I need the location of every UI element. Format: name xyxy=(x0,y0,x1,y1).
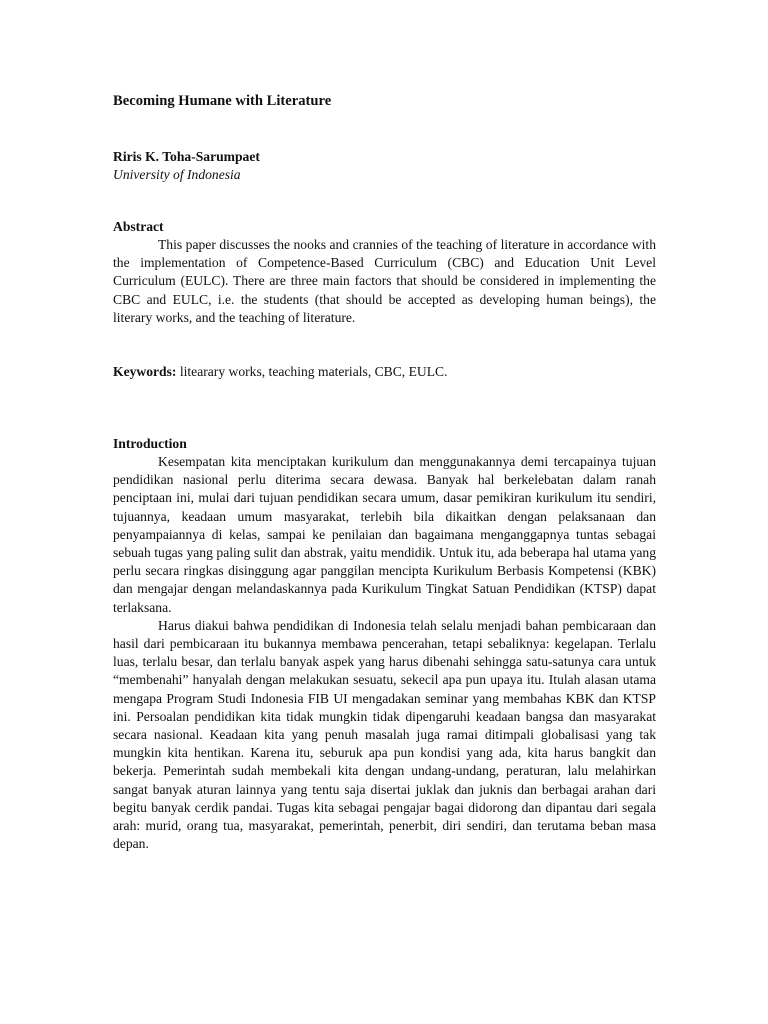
keywords-line xyxy=(113,363,656,381)
keywords-text: litearary works, teaching materials, CBC, EULC. xyxy=(179,364,448,380)
paper-title: Becoming Humane with Literature xyxy=(113,93,332,109)
author-name: Riris K. Toha-Sarumpaet xyxy=(113,149,260,164)
introduction-heading: Introduction xyxy=(113,436,187,452)
keywords-label: Keywords: xyxy=(113,364,177,380)
author-affiliation: University of Indonesia xyxy=(113,167,241,182)
introduction-paragraph-1: Kesempatan kita menciptakan kurikulum dan menggunakannya demi tercapainya tujuan pendidikan nasional perlu diterima secara dewasa. Banyak hal berkelebatan dalam ranah penciptaan ini, mulai dari tujuan pendidikan secara umum, dasar pemikiran kurikulum itu sendiri, tujuannya, keadaan umum masyarakat, terlebih bila dikaitkan dengan pelaksanaan dan penyampaiannya di kelas, sampai ke penilaian dan bagaimana menganggapnya tuntas sebagai sebuah tugas yang paling sulit dan abstrak, yaitu mendidik. Untuk itu, ada beberapa hal utama yang perlu secara ringkas disinggung agar panggilan mencipta Kurikulum Berbasis Kompetensi (KBK) dan mengajar dengan melandaskannya pada Kurikulum Tingkat Satuan Pendidikan (KTSP) dapat terlaksana. xyxy=(113,454,656,615)
page-content xyxy=(113,92,656,853)
abstract-heading: Abstract xyxy=(113,219,164,234)
abstract-text: This paper discusses the nooks and crannies of the teaching of literature in accordance with the implementation of Competence-Based Curriculum (CBC) and Education Unit Level Curriculum (EULC). There are three main factors that should be considered in implementing the CBC and EULC, i.e. the students (that should be accepted as developing human beings), the literary works, and the teaching of literature. xyxy=(113,237,656,325)
introduction-paragraph-2: Harus diakui bahwa pendidikan di Indonesia telah selalu menjadi bahan pembicaraan dan hasil dari pembicaraan itu bukannya membawa pencerahan, tetapi sebaliknya: kegelapan. Terlalu luas, terlalu besar, dan terlalu banyak aspek yang harus dibenahi sehingga satu-satunya cara untuk “membenahi” hanyalah dengan melakukan sesuatu, sekecil apa pun upaya itu. Itulah alasan utama mengapa Program Studi Indonesia FIB UI mengadakan seminar yang membahas KBK dan KTSP ini. Persoalan pendidikan kita tidak mungkin tidak dipengaruhi keadaan bangsa dan masyarakat secara nasional. Keadaan kita yang penuh masalah juga ramai ditimpali globalisasi yang tak mungkin kita hentikan. Karena itu, seburuk apa pun kondisi yang ada, kita harus bangkit dan bekerja. Pemerintah sudah membekali kita dengan undang-undang, peraturan, lalu melahirkan sangat banyak aturan lainnya yang tentu saja disertai juklak dan juknis dan berbagai arahan dari begitu banyak cerdik pandai. Tugas kita sebagai pengajar bagai didorong dan dipantau dari segala arah: murid, orang tua, masyarakat, pemerintah, penerbit, diri sendiri, dan terutama beban masa depan. xyxy=(113,617,656,852)
